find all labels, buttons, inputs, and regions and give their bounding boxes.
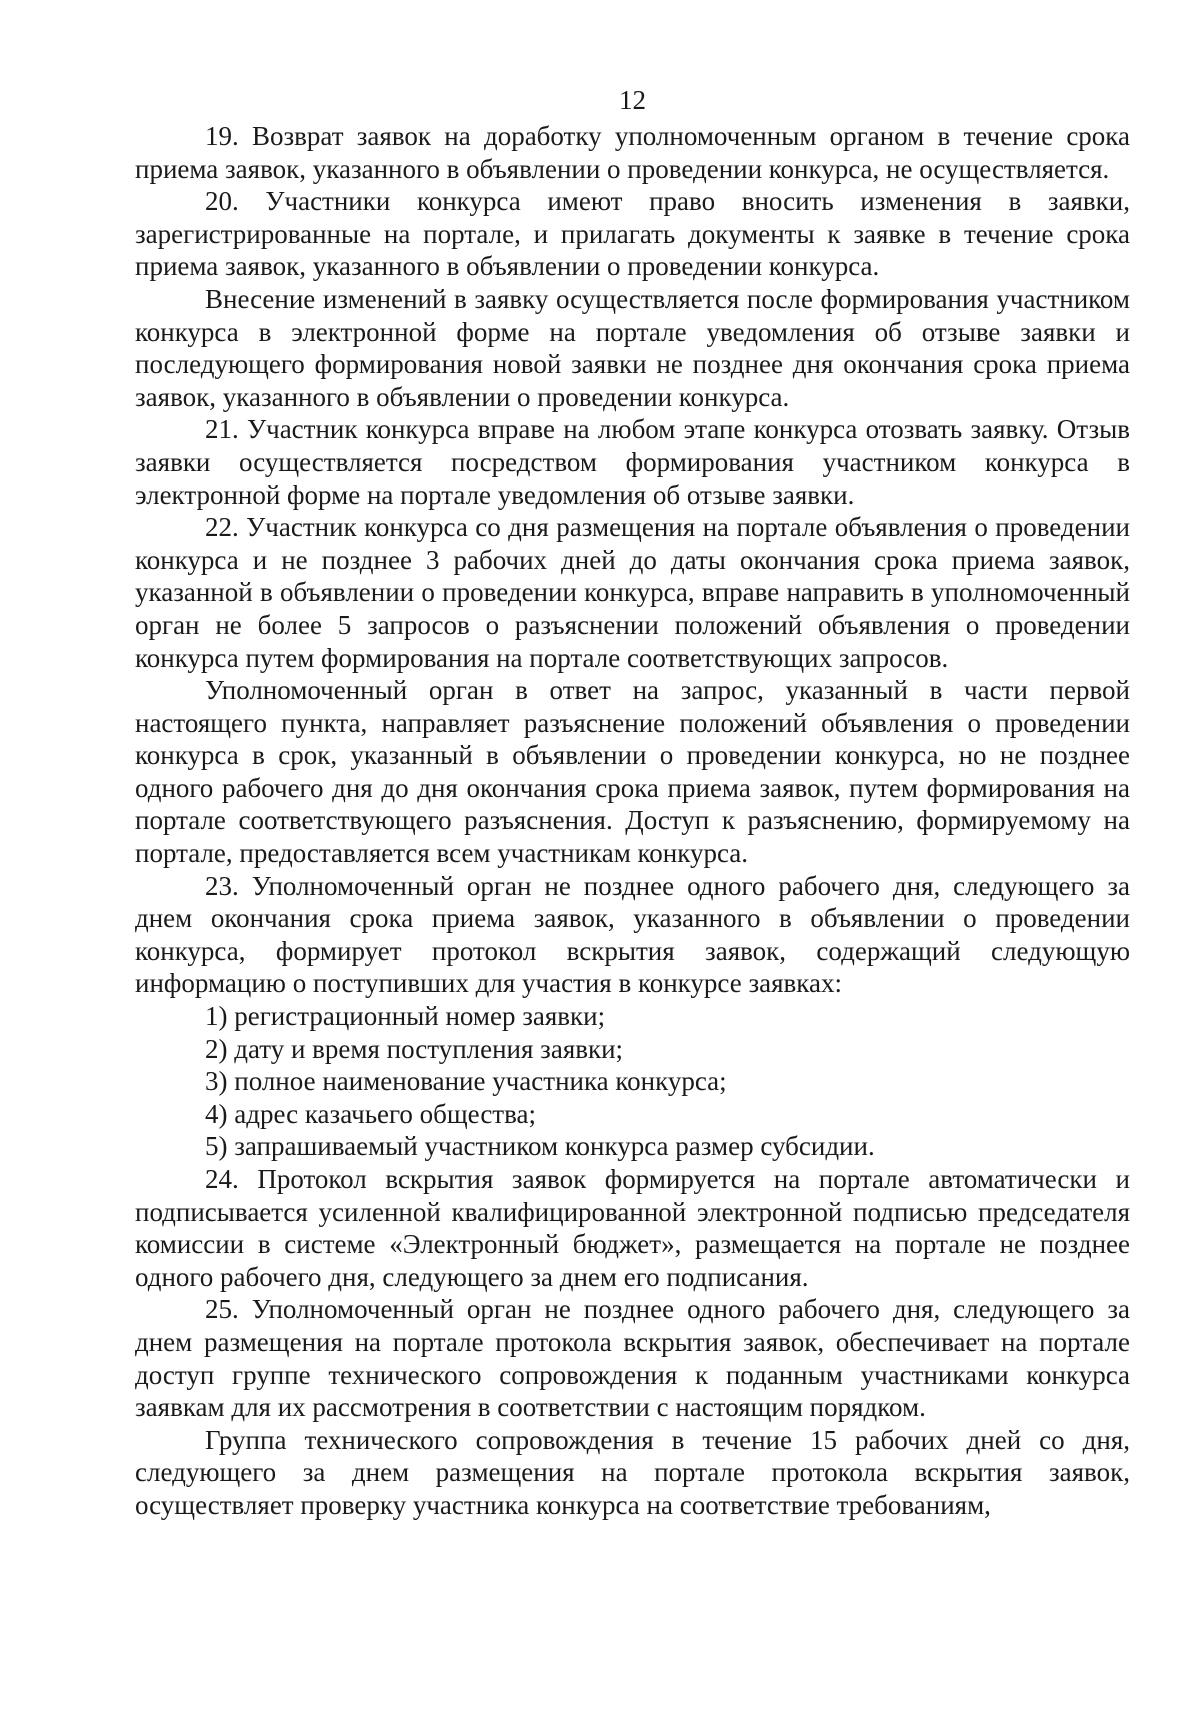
paragraph-23: 23. Уполномоченный орган не позднее одного рабочего дня, следующего за днем окончания срока приема заявок, указанного в объявлении о проведении конкурса, формирует протокол вскрытия заявок, содержащий следующую информацию о поступивших для участия в конкурсе заявках: <box>135 870 1130 999</box>
list-item-1: 1) регистрационный номер заявки; <box>205 1001 606 1032</box>
paragraph-25: 25. Уполномоченный орган не позднее одного рабочего дня, следующего за днем размещения на портале протокола вскрытия заявок, обеспечивает на портале доступ группе технического сопровождения к поданным участниками конкурса заявкам для их рассмотрения в соответствии с настоящим порядком. <box>135 1294 1130 1423</box>
list-item-4: 4) адрес казачьего общества; <box>205 1098 536 1129</box>
document-page <box>135 80 1130 1522</box>
paragraph-21: 21. Участник конкурса вправе на любом этапе конкурса отозвать заявку. Отзыв заявки осуществляется посредством формирования участником конкурса в электронной форме на портале уведомления об отзыве заявки. <box>135 414 1130 510</box>
paragraph-20-part-2: Внесение изменений в заявку осуществляется после формирования участником конкурса в электронной форме на портале уведомления об отзыве заявки и последующего формирования новой заявки не позднее дня окончания срока приема заявок, указанного в объявлении о проведении конкурса. <box>135 283 1130 412</box>
list-item-2: 2) дату и время поступления заявки; <box>205 1033 624 1064</box>
page-number: 12 <box>619 85 646 115</box>
paragraph-19: 19. Возврат заявок на доработку уполномоченным органом в течение срока приема заявок, указанного в объявлении о проведении конкурса, не осуществляется. <box>135 121 1130 184</box>
list-item-3: 3) полное наименование участника конкурса; <box>205 1066 727 1097</box>
paragraph-25-part-2: Группа технического сопровождения в течение 15 рабочих дней со дня, следующего за днем размещения на портале протокола вскрытия заявок, осуществляет проверку участника конкурса на соответствие требованиям, <box>135 1424 1130 1520</box>
list-item-5: 5) запрашиваемый участником конкурса размер субсидии. <box>205 1131 875 1162</box>
paragraph-20: 20. Участники конкурса имеют право вносить изменения в заявки, зарегистрированные на портале, и прилагать документы к заявке в течение срока приема заявок, указанного в объявлении о проведении конкурса. <box>135 186 1130 282</box>
paragraph-22-part-2: Уполномоченный орган в ответ на запрос, указанный в части первой настоящего пункта, направляет разъяснение положений объявления о проведении конкурса в срок, указанный в объявлении о проведении конкурса, но не позднее одного рабочего дня до дня окончания срока приема заявок, путем формирования на портале соответствующего разъяснения. Доступ к разъяснению, формируемому на портале, предоставляется всем участникам конкурса. <box>135 675 1130 869</box>
paragraph-24: 24. Протокол вскрытия заявок формируется на портале автоматически и подписывается усиленной квалифицированной электронной подписью председателя комиссии в системе «Электронный бюджет», размещается на портале не позднее одного рабочего дня, следующего за днем его подписания. <box>135 1164 1130 1292</box>
paragraph-22: 22. Участник конкурса со дня размещения на портале объявления о проведении конкурса и не позднее 3 рабочих дней до даты окончания срока приема заявок, указанной в объявлении о проведении конкурса, вправе направить в уполномоченный орган не более 5 запросов о разъяснении положений объявления о проведении конкурса путем формирования на портале соответствующих запросов. <box>135 512 1130 673</box>
